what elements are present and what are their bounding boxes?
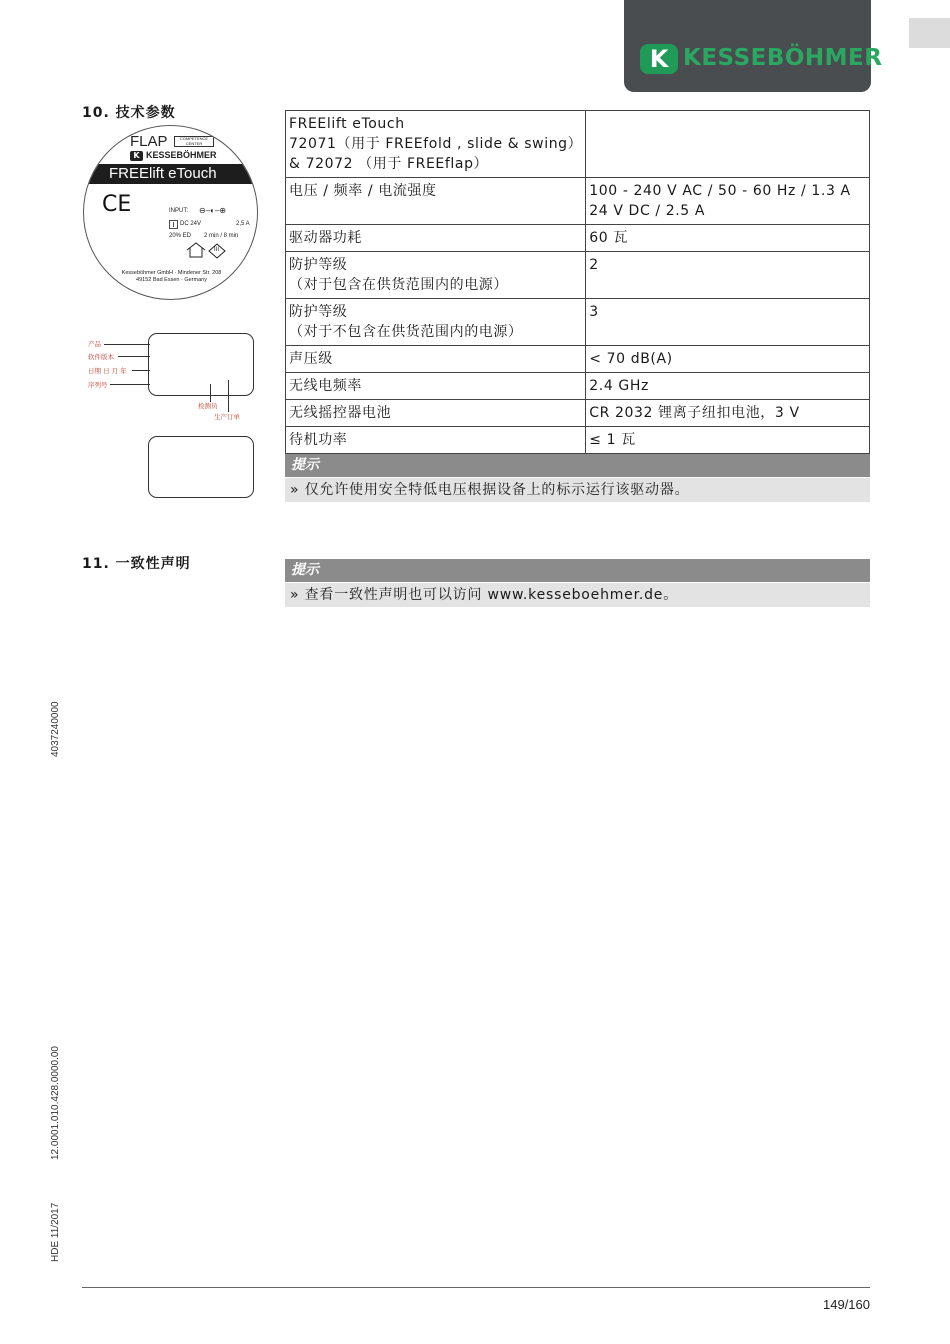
table-cell-param: 待机功率 (286, 427, 586, 454)
rating-label-box (148, 333, 254, 396)
section-heading-conformity: 11. 一致性声明 (82, 556, 191, 572)
disc-cycle: 2 min / 8 min (204, 233, 239, 239)
disc-competence-text: COMPETENCE CENTER (174, 136, 214, 147)
table-cell-param: 驱动器功耗 (286, 225, 586, 252)
note-text: » 仅允许使用安全特低电压根据设备上的标示运行该驱动器。 (285, 478, 870, 502)
side-code-document: 12.0001.010.428.0000.00 (50, 1046, 61, 1160)
label-field-order: 生产订单 (214, 413, 240, 421)
note-text: » 查看一致性声明也可以访问 www.kesseboehmer.de。 (285, 583, 870, 607)
section-heading-tech: 10. 技术参数 (82, 105, 176, 121)
table-row (286, 178, 870, 225)
table-row (286, 299, 870, 346)
table-row (286, 111, 870, 178)
brand-logo-icon: K (640, 44, 678, 74)
table-cell-value: < 70 dB(A) (586, 346, 870, 373)
disc-brand-text: KESSEBÖHMER (146, 150, 217, 160)
callout-line (118, 356, 150, 357)
table-cell-param: 电压 / 频率 / 电流强度 (286, 178, 586, 225)
disc-address-line2: 49152 Bad Essen · Germany (136, 277, 207, 283)
table-row (286, 373, 870, 400)
disc-duty: 20% ED (169, 233, 192, 239)
disc-dc-voltage: DC 24V (180, 221, 202, 227)
protection-class-text: III (214, 247, 220, 253)
callout-line (210, 384, 211, 402)
table-cell-value: 100 - 240 V AC / 50 - 60 Hz / 1.3 A 24 V DC / 2.5 A (586, 178, 870, 225)
callout-line (132, 370, 150, 371)
spec-table (285, 110, 870, 454)
table-row (286, 427, 870, 454)
table-row (286, 400, 870, 427)
table-cell-param: 防护等级 （对于不包含在供货范围内的电源） (286, 299, 586, 346)
indoor-house-icon (186, 242, 206, 260)
table-row (286, 225, 870, 252)
disc-input-label: INPUT: (169, 208, 189, 214)
chapter-tab (909, 18, 950, 48)
table-cell-value: ≤ 1 瓦 (586, 427, 870, 454)
label-field-software: 软件版本 (88, 353, 114, 361)
polarity-icon: ⊖–◐–⊕ (199, 206, 227, 215)
callout-line (104, 344, 150, 345)
disc-product-name: FREElift eTouch (84, 164, 258, 184)
table-cell-param: FREElift eTouch 72071（用于 FREEfold , slide & swing） & 72072 （用于 FREEflap） (286, 111, 586, 178)
label-field-date: 日期 日 月 年 (88, 367, 127, 375)
table-cell-value: 3 (586, 299, 870, 346)
table-cell-value: 2.4 GHz (586, 373, 870, 400)
ce-mark-icon: CE (102, 192, 132, 217)
table-cell-param: 防护等级 （对于包含在供货范围内的电源） (286, 252, 586, 299)
table-cell-param: 声压级 (286, 346, 586, 373)
label-field-serial: 序列号 (88, 381, 108, 389)
table-row (286, 346, 870, 373)
side-code-edition: HDE 11/2017 (50, 1202, 61, 1262)
callout-line (110, 384, 150, 385)
brand-name: KESSEBÖHMER (683, 45, 883, 71)
label-field-inspector: 检测员 (198, 402, 218, 410)
note-title: 提示 (285, 559, 870, 582)
footer-divider (82, 1287, 870, 1288)
table-row (286, 252, 870, 299)
manual-icon (169, 220, 178, 231)
table-cell-value (586, 111, 870, 178)
note-title: 提示 (285, 454, 870, 477)
table-cell-param: 无线电频率 (286, 373, 586, 400)
disc-address-line1: Kesseböhmer GmbH · Mindener Str. 208 (121, 270, 222, 276)
disc-flap-text: FLAP (130, 133, 168, 150)
blank-label-box (148, 436, 254, 498)
table-cell-value: CR 2032 锂离子纽扣电池，3 V (586, 400, 870, 427)
table-cell-value: 60 瓦 (586, 225, 870, 252)
label-field-product: 产品 (88, 340, 101, 348)
product-label-disc (83, 125, 258, 300)
table-cell-value: 2 (586, 252, 870, 299)
table-cell-param: 无线摇控器电池 (286, 400, 586, 427)
disc-current: 2,5 A (236, 221, 250, 227)
side-code-article: 4037240000 (50, 701, 61, 757)
page-number: 149/160 (823, 1297, 870, 1312)
disc-brand-icon: K (130, 151, 143, 161)
callout-line (228, 380, 229, 412)
brand-header (624, 0, 883, 92)
